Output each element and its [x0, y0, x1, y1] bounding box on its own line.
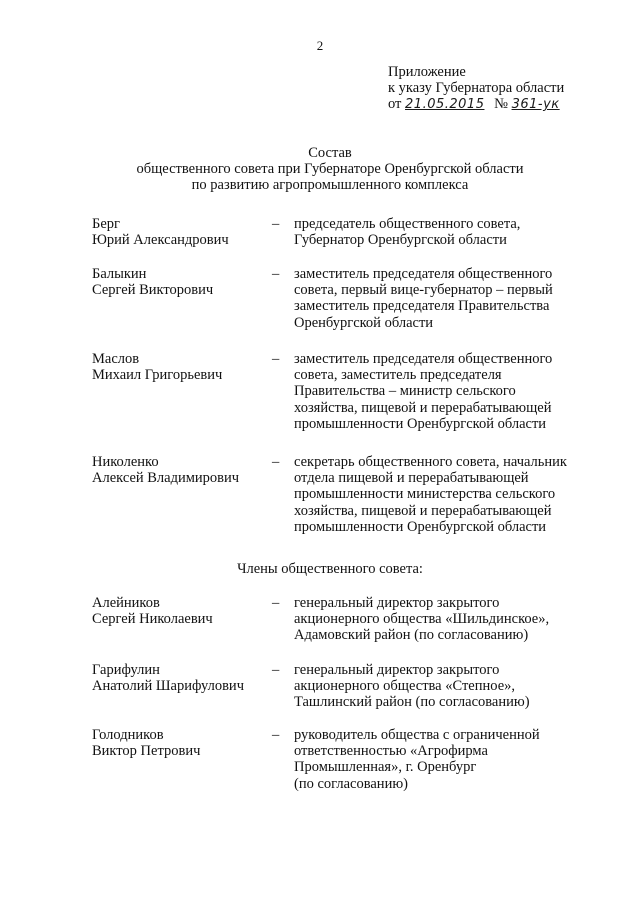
- dash-separator: –: [272, 727, 280, 743]
- appendix-line2: к указу Губернатора области: [388, 80, 565, 96]
- person-name: [92, 727, 272, 759]
- person-given-name: Анатолий Шарифулович: [92, 678, 244, 695]
- person-name: [92, 266, 272, 298]
- appendix-date-line: [388, 96, 564, 113]
- role-line: (по согласованию): [294, 775, 408, 792]
- handwritten-number: 361-ук: [511, 97, 560, 112]
- person-surname: Голодников: [92, 727, 164, 743]
- person-role: [294, 351, 594, 432]
- role-line: заместитель председателя Правительства: [294, 298, 550, 315]
- dash-separator: –: [272, 216, 280, 232]
- appendix-block: [388, 64, 564, 113]
- title-line3: по развитию агропромышленного комплекса: [191, 177, 469, 193]
- person-given-name: Алексей Владимирович: [92, 470, 240, 487]
- person-role: [294, 266, 594, 331]
- person-surname: Маслов: [92, 351, 140, 367]
- title-line2: общественного совета при Губернаторе Оренбургской области: [136, 161, 524, 177]
- person-given-name: Виктор Петрович: [92, 743, 201, 760]
- role-line: совета, заместитель председателя: [294, 367, 502, 384]
- document-title: [0, 145, 640, 193]
- dash-separator: –: [272, 595, 280, 611]
- role-line: хозяйства, пищевой и перерабатывающей: [294, 502, 552, 519]
- role-line: руководитель общества с ограниченной: [294, 727, 540, 743]
- role-line: заместитель председателя общественного: [294, 351, 553, 367]
- role-line: хозяйства, пищевой и перерабатывающей: [294, 399, 552, 416]
- person-name: [92, 454, 272, 486]
- appendix-number-label: №: [494, 96, 508, 112]
- role-line: Губернатор Оренбургской области: [294, 232, 507, 249]
- person-name: [92, 216, 272, 248]
- dash-separator: –: [272, 351, 280, 367]
- person-name: [92, 595, 272, 627]
- person-role: [294, 454, 594, 535]
- person-surname: Алейников: [92, 595, 160, 611]
- handwritten-date: 21.05.2015: [405, 97, 485, 112]
- role-line: Оренбургской области: [294, 314, 434, 331]
- page-number: 2: [316, 38, 324, 53]
- person-surname: Николенко: [92, 454, 159, 470]
- dash-separator: –: [272, 266, 280, 282]
- person-given-name: Михаил Григорьевич: [92, 367, 223, 384]
- person-role: [294, 216, 594, 248]
- members-heading: Члены общественного совета:: [237, 561, 423, 577]
- person-name: [92, 662, 272, 694]
- role-line: Правительства – министр сельского: [294, 383, 516, 400]
- role-line: Адамовский район (по согласованию): [294, 627, 529, 644]
- person-given-name: Юрий Александрович: [92, 232, 229, 249]
- person-surname: Берг: [92, 216, 120, 232]
- role-line: акционерного общества «Шильдинское»,: [294, 611, 550, 628]
- role-line: совета, первый вице-губернатор – первый: [294, 282, 553, 299]
- person-role: [294, 595, 594, 644]
- person-role: [294, 662, 594, 711]
- role-line: секретарь общественного совета, начальник: [294, 454, 567, 470]
- person-surname: Гарифулин: [92, 662, 160, 678]
- role-line: акционерного общества «Степное»,: [294, 678, 516, 695]
- person-surname: Балыкин: [92, 266, 147, 282]
- role-line: Промышленная», г. Оренбург: [294, 759, 477, 776]
- person-name: [92, 351, 272, 383]
- dash-separator: –: [272, 662, 280, 678]
- appendix-from-label: от: [388, 96, 402, 112]
- role-line: промышленности Оренбургской области: [294, 415, 547, 432]
- person-given-name: Сергей Викторович: [92, 282, 214, 299]
- role-line: промышленности Оренбургской области: [294, 518, 547, 535]
- role-line: отдела пищевой и перерабатывающей: [294, 470, 529, 487]
- title-line1: Состав: [308, 145, 352, 161]
- person-role: [294, 727, 594, 792]
- role-line: промышленности министерства сельского: [294, 486, 556, 503]
- role-line: заместитель председателя общественного: [294, 266, 553, 282]
- appendix-line1: Приложение: [388, 64, 466, 80]
- person-given-name: Сергей Николаевич: [92, 611, 213, 628]
- role-line: ответственностью «Агрофирма: [294, 743, 488, 760]
- role-line: председатель общественного совета,: [294, 216, 521, 232]
- dash-separator: –: [272, 454, 280, 470]
- role-line: генеральный директор закрытого: [294, 662, 500, 678]
- role-line: Ташлинский район (по согласованию): [294, 694, 530, 711]
- role-line: генеральный директор закрытого: [294, 595, 500, 611]
